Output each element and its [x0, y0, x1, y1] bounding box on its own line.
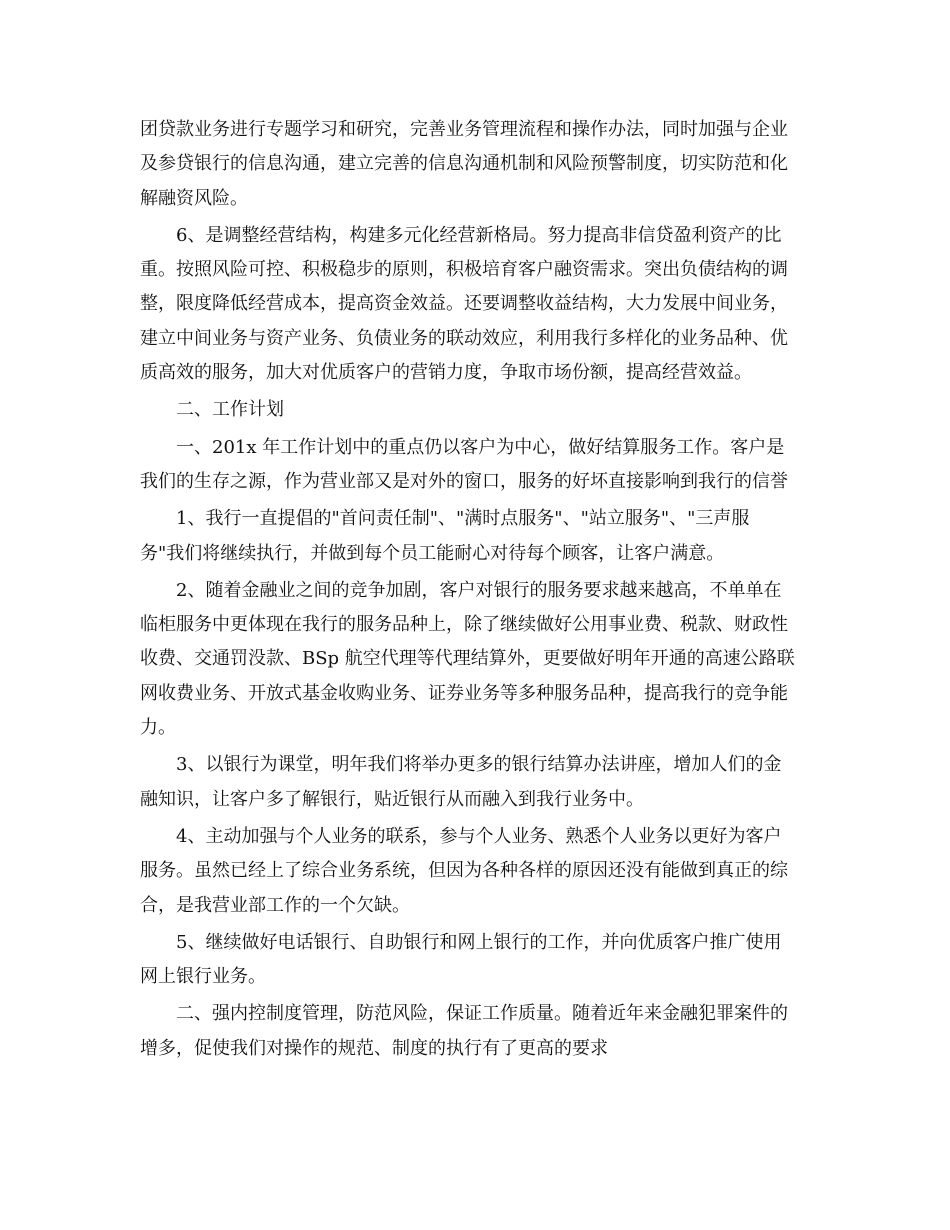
paragraph-plan-point-1	[140, 431, 812, 500]
paragraph-service-item-2	[140, 574, 812, 745]
paragraph-plan-point-2	[140, 997, 812, 1066]
paragraph-item-6	[140, 219, 812, 390]
text-line: 解融资风险。	[140, 187, 248, 209]
paragraph-service-item-1	[140, 502, 812, 571]
section-heading-work-plan	[140, 393, 812, 427]
text-line: 团贷款业务进行专题学习和研究，完善业务管理流程和操作办法，同时加强与企业	[140, 119, 788, 140]
text-line: 1、我行一直提倡的"首问责任制"、"满时点服务"、"站立服务"、"三声服	[176, 508, 750, 530]
heading-text: 二、工作计划	[176, 399, 284, 421]
text-line: 服务。虽然已经上了综合业务系统，但因为各种各样的原因还没有能做到真正的综	[140, 860, 788, 882]
text-line: 我们的生存之源，作为营业部又是对外的窗口，服务的好坏直接影响到我行的信誉	[140, 470, 788, 492]
text-line: 合，是我营业部工作的一个欠缺。	[140, 894, 410, 916]
text-line: 质高效的服务，加大对优质客户的营销力度，争取市场份额，提高经营效益。	[140, 362, 752, 384]
paragraph-risk-control-continued	[140, 113, 812, 216]
text-line: 临柜服务中更体现在我行的服务品种上，除了继续做好公用事业费、税款、财政性	[140, 614, 788, 636]
text-line: 及参贷银行的信息沟通，建立完善的信息沟通机制和风险预警制度，切实防范和化	[140, 153, 788, 175]
text-line: 重。按照风险可控、积极稳步的原则，积极培育客户融资需求。突出负债结构的调	[140, 259, 788, 281]
text-line: 网收费业务、开放式基金收购业务、证券业务等多种服务品种，提高我行的竞争能	[140, 682, 788, 704]
text-line: 6、是调整经营结构，构建多元化经营新格局。努力提高非信贷盈利资产的比	[176, 224, 782, 246]
text-line: 收费、交通罚没款、BSp 航空代理等代理结算外，更要做好明年开通的高速公路联	[140, 648, 795, 670]
text-line: 4、主动加强与个人业务的联系，参与个人业务、熟悉个人业务以更好为客户	[176, 825, 782, 847]
text-line: 务"我们将继续执行，并做到每个员工能耐心对待每个顾客，让客户满意。	[140, 542, 725, 564]
text-line: 建立中间业务与资产业务、负债业务的联动效应，利用我行多样化的业务品种、优	[140, 327, 788, 349]
text-line: 力。	[140, 717, 176, 739]
text-line: 二、强内控制度管理，防范风险，保证工作质量。随着近年来金融犯罪案件的	[176, 1003, 788, 1025]
paragraph-service-item-5	[140, 926, 812, 995]
paragraph-service-item-4	[140, 820, 812, 923]
text-line: 融知识，让客户多了解银行，贴近银行从而融入到我行业务中。	[140, 788, 644, 810]
paragraph-service-item-3	[140, 748, 812, 817]
text-line: 一、201x 年工作计划中的重点仍以客户为中心，做好结算服务工作。客户是	[176, 436, 785, 458]
text-line: 增多，促使我们对操作的规范、制度的执行有了更高的要求	[140, 1037, 608, 1059]
text-line: 网上银行业务。	[140, 966, 266, 988]
text-line: 2、随着金融业之间的竞争加剧，客户对银行的服务要求越来越高，不单单在	[176, 579, 782, 601]
text-line: 5、继续做好电话银行、自助银行和网上银行的工作，并向优质客户推广使用	[176, 931, 782, 953]
text-line: 整，限度降低经营成本，提高资金效益。还要调整收益结构，大力发展中间业务，	[140, 293, 788, 315]
text-line: 3、以银行为课堂，明年我们将举办更多的银行结算办法讲座，增加人们的金	[176, 754, 782, 776]
document-body	[140, 113, 812, 1069]
